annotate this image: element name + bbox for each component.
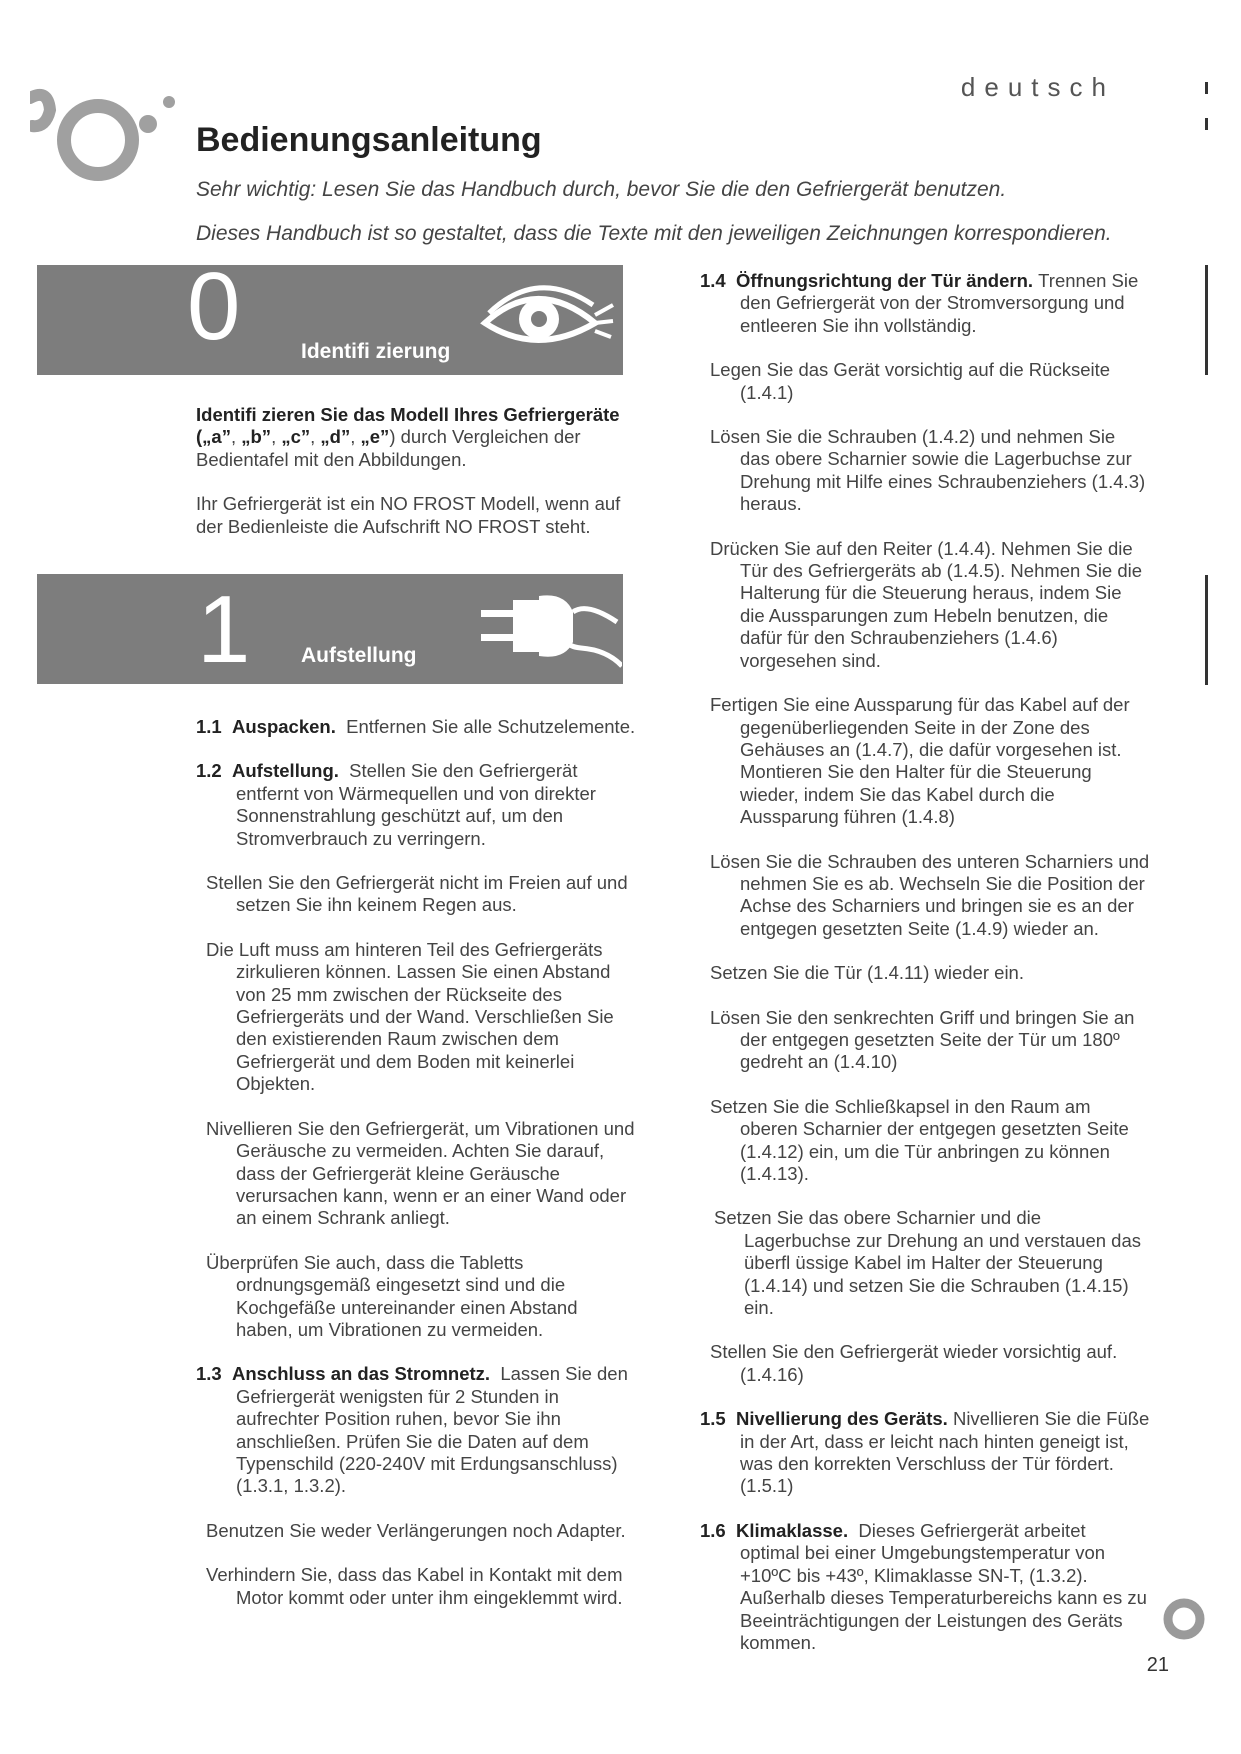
instruction-paragraph: Setzen Sie die Schließkapsel in den Raum am oberen Scharnier der entgegen gesetzten Seite (1.4.12) ein, um die Tür anbringen zu können (1.4.13). [710,1095,1129,1184]
section-label: Identifi zierung [301,340,451,363]
intro-note: Sehr wichtig: Lesen Sie das Handbuch durch, bevor Sie die den Gefriergerät benutzen. [196,178,1007,201]
model-code-b: „b” [241,426,272,448]
instruction-paragraph: Stellen Sie den Gefriergerät wieder vorsichtig auf. (1.4.16) [710,1341,1118,1385]
model-code-d: „d” [320,426,351,448]
edge-mark [1205,265,1208,375]
section-number: 1 [197,576,251,683]
instruction-1-1 [196,716,636,738]
identification-paragraph: Identifi zieren Sie das Modell Ihres Gefriergeräte („a”, „b”, „c”, „d”, „e”) durch Vergleichen der Bedientafel mit den Abbildungen. [196,404,620,470]
decorative-circle-icon [1161,1596,1207,1642]
instruction-paragraph: Benutzen Sie weder Verlängerungen noch Adapter. [206,1519,626,1541]
edge-mark [1205,82,1208,94]
plug-icon [477,582,622,672]
intro-note: Dieses Handbuch ist so gestaltet, dass die Texte mit den jeweiligen Zeichnungen korrespondieren. [196,222,1112,245]
edge-mark [1205,575,1208,685]
instruction-paragraph: Lösen Sie die Schrauben (1.4.2) und nehmen Sie das obere Scharnier sowie die Lagerbuchse zur Drehung mit Hilfe eines Schraubenziehers (1.4.3) heraus. [710,426,1146,515]
item-heading: Auspacken. [232,716,336,737]
instruction-paragraph: Setzen Sie die Tür (1.4.11) wieder ein. [710,962,1024,984]
section-banner-identification [37,253,623,375]
instruction-1-3 [196,1363,636,1497]
edge-mark [1205,118,1208,130]
section-number: 0 [187,253,241,360]
item-heading: Aufstellung. [232,760,339,782]
page-number: 21 [1146,1654,1169,1676]
model-code-e: „e” [360,426,390,448]
instruction-1-5 [700,1408,1150,1498]
instruction-paragraph: Nivellieren Sie den Gefriergerät, um Vibrationen und Geräusche zu vermeiden. Achten Sie darauf, dass der Gefriergerät kleine Geräusche verursachen kann, wenn er an einer Wand oder an einem Schrank anliegt. [206,1117,635,1229]
item-text: Nivellieren Sie die Füße in der Art, dass er leicht nach hinten geneigt ist, was den korrekten Verschluss der Tür fördert. (1.5.1) [740,1408,1150,1497]
model-code-c: „c” [281,426,311,448]
identification-lead: Identifi zieren Sie das Modell Ihres Gefriergeräte ( [196,404,620,448]
item-text: Dieses Gefriergerät arbeitet optimal bei einer Umgebungstemperatur von +10ºC bis +43º, Klimaklasse SN-T, (1.3.2). Außerhalb dieses Temperaturbereichs kann es zu Beeinträchtigungen der Leistungen des Geräts kommen. [740,1519,1147,1653]
model-code-a: „a” [202,426,231,448]
eye-icon [477,275,617,360]
item-number: 1.2 [196,760,222,782]
item-number: 1.4 [700,270,726,291]
brand-logo [30,78,180,188]
item-number: 1.6 [700,1519,726,1541]
instruction-paragraph: Stellen Sie den Gefriergerät nicht im Freien auf und setzen Sie ihn keinem Regen aus. [206,872,628,916]
item-heading: Öffnungsrichtung der Tür ändern. [736,270,1034,291]
instruction-1-4 [700,270,1150,337]
item-heading: Klimaklasse. [736,1519,849,1541]
instruction-paragraph: Setzen Sie das obere Scharnier und die Lagerbuchse zur Drehung an und verstauen das überfl üssige Kabel im Halter der Steuerung (1.4.14) und setzen Sie die Schrauben (1.4.15) ein. [714,1207,1141,1319]
section-label: Aufstellung [301,644,417,667]
page-title: Bedienungsanleitung [196,121,542,159]
item-heading: Anschluss an das Stromnetz. [232,1363,491,1385]
item-text: Trennen Sie den Gefriergerät von der Stromversorgung und entleeren Sie ihn vollständig. [740,270,1139,336]
instruction-paragraph: Verhindern Sie, dass das Kabel in Kontakt mit dem Motor kommt oder unter ihm eingeklemmt wird. [206,1564,623,1608]
item-number: 1.5 [700,1408,726,1430]
instruction-paragraph: Legen Sie das Gerät vorsichtig auf die Rückseite (1.4.1) [710,359,1111,403]
instruction-paragraph: Überprüfen Sie auch, dass die Tabletts ordnungsgemäß eingesetzt sind und die Kochgefäße untereinander einen Abstand haben, um Vibrationen zu vermeiden. [206,1251,578,1340]
item-heading: Nivellierung des Geräts. [736,1408,948,1430]
instruction-1-2 [196,760,636,850]
instruction-paragraph: Die Luft muss am hinteren Teil des Gefriergeräts zirkulieren können. Lassen Sie einen Abstand von 25 mm zwischen der Rückseite des Gefriergeräts und der Wand. Verschließen Sie den existierenden Raum zwischen dem Gefriergerät und dem Boden mit keinerlei Objekten. [206,938,614,1095]
section-banner-installation [37,574,623,684]
instruction-paragraph: Drücken Sie auf den Reiter (1.4.4). Nehmen Sie die Tür des Gefriergeräts ab (1.4.5). Nehmen Sie die Halterung für die Steuerung heraus, indem Sie die Aussparungen zum Hebeln benutzen, die dafür für den Schraubenziehers (1.4.6) vorgesehen sind. [710,537,1143,671]
language-label: deutsch [960,72,1115,102]
instruction-paragraph: Lösen Sie den senkrechten Griff und bringen Sie an der entgegen gesetzten Seite der Tür um 180º gedreht an (1.4.10) [710,1006,1135,1073]
item-text: Lassen Sie den Gefriergerät wenigsten für 2 Stunden in aufrechter Position ruhen, bevor Sie ihn anschließen. Prüfen Sie die Daten auf dem Typenschild (220-240V mit Erdungsanschluss) (1.3.1, 1.3.2). [236,1363,628,1497]
instruction-paragraph: Lösen Sie die Schrauben des unteren Scharniers und nehmen Sie es ab. Wechseln Sie die Position der Achse des Scharniers und bringen sie es an der entgegen gesetzten Seite (1.4.9) wieder an. [710,850,1150,939]
instruction-paragraph: Fertigen Sie eine Aussparung für das Kabel auf der gegenüberliegenden Seite in der Zone des Gehäuses an (1.4.7), die dafür vorgesehen ist. Montieren Sie den Halter für die Steuerung wieder, indem Sie das Kabel durch die Aussparung führen (1.4.8) [710,694,1130,828]
nofrost-paragraph: Ihr Gefriergerät ist ein NO FROST Modell, wenn auf der Bedienleiste die Aufschrift NO FROST steht. [196,493,621,537]
item-number: 1.3 [196,1363,222,1385]
instruction-1-6 [700,1520,1150,1654]
item-number: 1.1 [196,716,222,737]
item-text: Entfernen Sie alle Schutzelemente. [346,716,636,737]
item-text: Stellen Sie den Gefriergerät entfernt von Wärmequellen und von direkter Sonnenstrahlung geschützt auf, um den Stromverbrauch zu verringern. [236,760,596,849]
identification-rest: ) durch Vergleichen der Bedientafel mit den Abbildungen. [196,426,581,470]
